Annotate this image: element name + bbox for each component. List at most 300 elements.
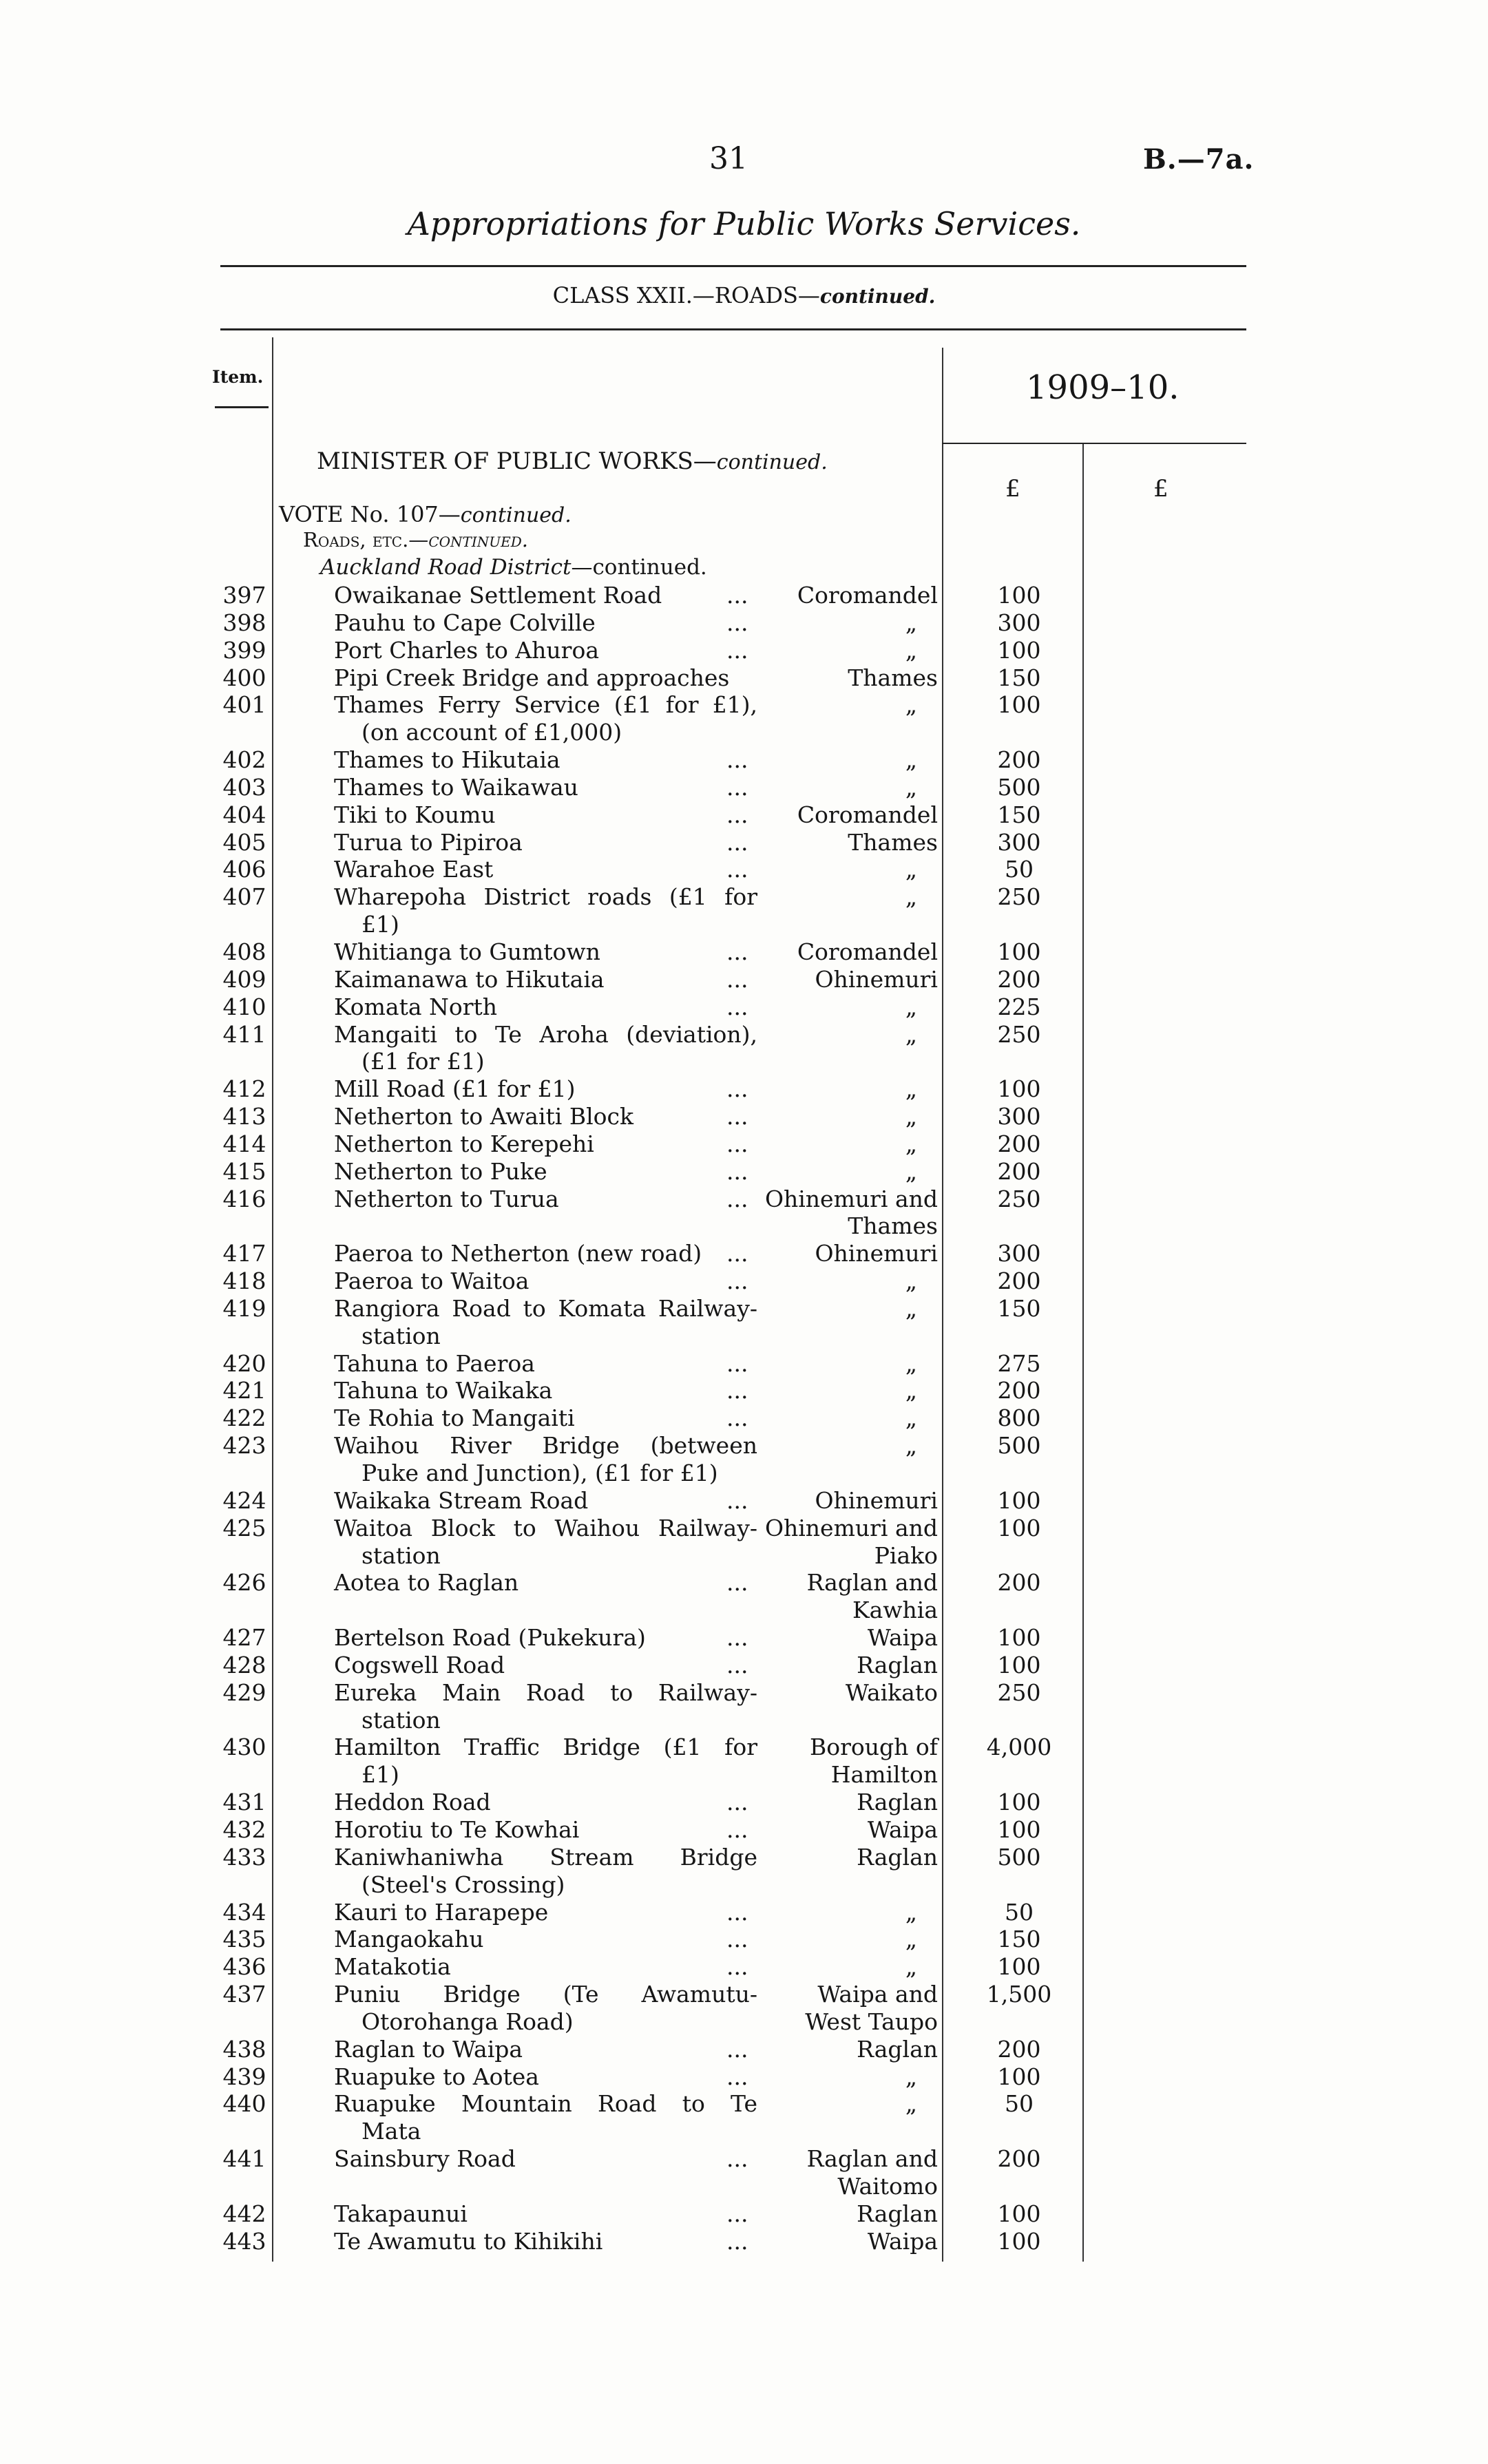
county-name bbox=[757, 1377, 938, 1404]
county-line: „ bbox=[905, 856, 917, 883]
leader-dots: ... bbox=[726, 1185, 748, 1212]
table-row bbox=[0, 1789, 1488, 1816]
table-row bbox=[0, 664, 1488, 692]
item-description bbox=[334, 1652, 757, 1679]
description-line: Port Charles to Ahuroa bbox=[334, 636, 599, 664]
leader-dots: ... bbox=[726, 1953, 748, 1981]
item-header-underline bbox=[215, 406, 269, 408]
amount: 100 bbox=[997, 636, 1041, 664]
amount: 100 bbox=[997, 1514, 1041, 1541]
item-number: 398 bbox=[222, 609, 266, 636]
table-row bbox=[0, 1624, 1488, 1652]
amount: 800 bbox=[997, 1404, 1041, 1432]
item-number: 422 bbox=[222, 1404, 266, 1432]
item-number: 415 bbox=[222, 1157, 266, 1185]
amount: 200 bbox=[997, 965, 1041, 993]
county-line: „ bbox=[905, 993, 917, 1020]
item-number: 414 bbox=[222, 1130, 266, 1157]
item-description bbox=[334, 1404, 757, 1432]
description-line: Puke and Junction), (£1 for £1) bbox=[361, 1460, 718, 1486]
county-line: „ bbox=[905, 2063, 917, 2090]
item-number: 429 bbox=[222, 1678, 266, 1706]
amount: 200 bbox=[997, 1377, 1041, 1404]
item-description bbox=[334, 1186, 757, 1213]
item-number: 436 bbox=[222, 1953, 266, 1981]
amount: 200 bbox=[997, 2035, 1041, 2063]
item-description bbox=[334, 774, 757, 801]
item-number: 418 bbox=[222, 1267, 266, 1295]
table-row bbox=[0, 1844, 1488, 1899]
county-line: „ bbox=[905, 1267, 917, 1295]
item-description bbox=[334, 746, 757, 774]
page-title: Appropriations for Public Works Services. bbox=[407, 205, 1081, 242]
amount: 300 bbox=[997, 1240, 1041, 1267]
amount: 250 bbox=[997, 1678, 1041, 1706]
description-line: Netherton to Turua bbox=[334, 1185, 559, 1212]
county-name bbox=[757, 1487, 938, 1515]
leader-dots: ... bbox=[726, 1157, 748, 1185]
description-line: Otorohanga Road) bbox=[361, 2008, 574, 2035]
county-line: Coromandel bbox=[797, 582, 938, 609]
table-row bbox=[0, 1569, 1488, 1624]
county-line: Waitomo bbox=[837, 2172, 938, 2200]
table-row bbox=[0, 1652, 1488, 1679]
item-description bbox=[334, 2063, 757, 2091]
table-row bbox=[0, 1377, 1488, 1404]
amount: 225 bbox=[997, 993, 1041, 1020]
currency-symbol-1: £ bbox=[1005, 475, 1020, 503]
description-line: Bertelson Road (Pukekura) bbox=[334, 1624, 646, 1652]
county-line: „ bbox=[905, 1377, 917, 1404]
description-line: Komata North bbox=[334, 993, 498, 1020]
county-name bbox=[757, 966, 938, 993]
amount: 100 bbox=[997, 1789, 1041, 1816]
appropriation-table-body bbox=[0, 582, 1488, 2255]
item-number: 417 bbox=[222, 1240, 266, 1267]
item-description bbox=[334, 856, 757, 883]
amount: 200 bbox=[997, 1267, 1041, 1295]
item-description bbox=[334, 993, 757, 1021]
county-line: „ bbox=[905, 1294, 917, 1322]
item-number: 442 bbox=[222, 2200, 266, 2227]
description-line: Waikaka Stream Road bbox=[334, 1486, 589, 1514]
county-name bbox=[757, 2063, 938, 2091]
table-row bbox=[0, 2036, 1488, 2063]
item-number: 404 bbox=[222, 801, 266, 828]
county-line: Coromandel bbox=[797, 938, 938, 965]
county-line: „ bbox=[905, 1103, 917, 1130]
description-line: Kauri to Harapepe bbox=[334, 1898, 549, 1926]
amount: 50 bbox=[1005, 1898, 1034, 1926]
county-name bbox=[757, 801, 938, 829]
county-line: „ bbox=[905, 1432, 917, 1460]
county-line: Ohinemuri and bbox=[764, 1514, 938, 1541]
description-line: (£1 for £1) bbox=[361, 1048, 485, 1075]
description-line: Te Awamutu to Kihikihi bbox=[334, 2227, 603, 2255]
amount: 200 bbox=[997, 2145, 1041, 2173]
leader-dots: ... bbox=[726, 1926, 748, 1953]
description-line: Sainsbury Road bbox=[334, 2145, 516, 2173]
item-description bbox=[334, 883, 757, 938]
item-description bbox=[334, 1295, 757, 1350]
item-description bbox=[334, 1844, 757, 1899]
county-line: „ bbox=[905, 773, 917, 801]
table-row bbox=[0, 582, 1488, 609]
description-line: Wharepoha District roads (£1 for bbox=[334, 883, 757, 911]
table-row bbox=[0, 856, 1488, 883]
item-description bbox=[334, 2090, 757, 2145]
amount: 100 bbox=[997, 1624, 1041, 1652]
county-name bbox=[757, 2145, 938, 2200]
leader-dots: ... bbox=[726, 773, 748, 801]
county-name bbox=[757, 1515, 938, 1570]
item-description bbox=[334, 1624, 757, 1652]
item-description bbox=[334, 637, 757, 664]
item-number: 435 bbox=[222, 1926, 266, 1953]
description-line: Waihou River Bridge (between bbox=[334, 1432, 757, 1460]
county-line: West Taupo bbox=[805, 2008, 938, 2035]
class-title: CLASS XXII.—ROADS—continued. bbox=[552, 282, 936, 308]
county-line: Raglan and bbox=[806, 1569, 938, 1597]
amount: 300 bbox=[997, 1103, 1041, 1130]
county-name bbox=[757, 993, 938, 1021]
county-name bbox=[757, 1816, 938, 1844]
table-row bbox=[0, 1899, 1488, 1926]
item-description bbox=[334, 2036, 757, 2063]
county-name bbox=[757, 1267, 938, 1295]
description-line: Mata bbox=[361, 2118, 421, 2145]
description-line: Mangaokahu bbox=[334, 1926, 484, 1953]
county-line: „ bbox=[905, 2090, 917, 2118]
county-name bbox=[757, 2090, 938, 2118]
county-line: Raglan bbox=[857, 1651, 938, 1678]
leader-dots: ... bbox=[726, 856, 748, 883]
leader-dots: ... bbox=[726, 1240, 748, 1267]
amount: 100 bbox=[997, 2227, 1041, 2255]
item-number: 420 bbox=[222, 1349, 266, 1377]
table-row bbox=[0, 609, 1488, 637]
item-number: 405 bbox=[222, 828, 266, 856]
table-row bbox=[0, 883, 1488, 938]
document-code: B.—7a. bbox=[1143, 143, 1255, 176]
county-name bbox=[757, 938, 938, 966]
item-number: 406 bbox=[222, 856, 266, 883]
item-number: 426 bbox=[222, 1569, 266, 1597]
leader-dots: ... bbox=[726, 1815, 748, 1843]
item-description bbox=[334, 1432, 757, 1487]
county-line: „ bbox=[905, 1926, 917, 1953]
item-description bbox=[334, 938, 757, 966]
table-row bbox=[0, 1679, 1488, 1734]
county-name bbox=[757, 664, 938, 692]
county-name bbox=[757, 1981, 938, 2036]
item-number: 410 bbox=[222, 993, 266, 1020]
description-line: Ruapuke Mountain Road to Te bbox=[334, 2090, 757, 2118]
description-line: Mill Road (£1 for £1) bbox=[334, 1075, 576, 1103]
amount: 150 bbox=[997, 1294, 1041, 1322]
item-description bbox=[334, 1953, 757, 1981]
table-row bbox=[0, 1515, 1488, 1570]
item-description bbox=[334, 1377, 757, 1404]
item-number: 411 bbox=[222, 1020, 266, 1048]
leader-dots: ... bbox=[726, 993, 748, 1020]
county-name bbox=[757, 1432, 938, 1460]
county-name bbox=[757, 691, 938, 719]
description-line: Tiki to Koumu bbox=[334, 801, 496, 828]
item-description bbox=[334, 1981, 757, 2036]
table-row bbox=[0, 2090, 1488, 2145]
description-line: Thames to Hikutaia bbox=[334, 746, 560, 774]
table-row bbox=[0, 2145, 1488, 2200]
county-name bbox=[757, 1679, 938, 1707]
description-line: Tahuna to Waikaka bbox=[334, 1377, 553, 1404]
county-line: „ bbox=[905, 1404, 917, 1432]
description-line: Owaikanae Settlement Road bbox=[334, 582, 662, 609]
description-line: Eureka Main Road to Railway- bbox=[334, 1678, 757, 1706]
county-line: Thames bbox=[848, 828, 938, 856]
leader-dots: ... bbox=[726, 746, 748, 774]
county-line: Thames bbox=[848, 1212, 938, 1240]
county-line: „ bbox=[905, 746, 917, 774]
item-number: 440 bbox=[222, 2090, 266, 2118]
description-line: Pipi Creek Bridge and approaches bbox=[334, 664, 730, 691]
item-number: 399 bbox=[222, 636, 266, 664]
amount: 150 bbox=[997, 1926, 1041, 1953]
amount: 200 bbox=[997, 746, 1041, 774]
minister-heading: MINISTER OF PUBLIC WORKS—continued. bbox=[317, 447, 828, 475]
leader-dots: ... bbox=[726, 1349, 748, 1377]
description-line: Horotiu to Te Kowhai bbox=[334, 1815, 580, 1843]
table-row bbox=[0, 801, 1488, 829]
item-number: 437 bbox=[222, 1981, 266, 2008]
leader-dots: ... bbox=[726, 938, 748, 965]
leader-dots: ... bbox=[726, 1898, 748, 1926]
county-name bbox=[757, 1240, 938, 1267]
county-name bbox=[757, 1953, 938, 1981]
description-line: Netherton to Kerepehi bbox=[334, 1130, 594, 1157]
item-number: 408 bbox=[222, 938, 266, 965]
item-number: 413 bbox=[222, 1103, 266, 1130]
leader-dots: ... bbox=[726, 1130, 748, 1157]
county-line: Raglan bbox=[857, 1789, 938, 1816]
item-description bbox=[334, 1130, 757, 1158]
item-number: 433 bbox=[222, 1843, 266, 1871]
county-name bbox=[757, 746, 938, 774]
page-number: 31 bbox=[709, 141, 748, 176]
item-number: 432 bbox=[222, 1815, 266, 1843]
county-line: „ bbox=[905, 636, 917, 664]
amount: 100 bbox=[997, 2063, 1041, 2090]
year-rule bbox=[942, 443, 1246, 444]
amount: 50 bbox=[1005, 856, 1034, 883]
county-line: Ohinemuri bbox=[815, 1240, 938, 1267]
item-description bbox=[334, 1926, 757, 1953]
table-row bbox=[0, 829, 1488, 856]
description-line: station bbox=[361, 1706, 441, 1734]
item-number: 409 bbox=[222, 965, 266, 993]
amount: 275 bbox=[997, 1349, 1041, 1377]
item-number: 441 bbox=[222, 2145, 266, 2173]
county-name bbox=[757, 1404, 938, 1432]
leader-dots: ... bbox=[726, 1267, 748, 1295]
county-line: Waipa and bbox=[817, 1981, 938, 2008]
county-name bbox=[757, 1295, 938, 1323]
county-line: „ bbox=[905, 1953, 917, 1981]
amount: 200 bbox=[997, 1157, 1041, 1185]
amount: 100 bbox=[997, 1815, 1041, 1843]
description-line: Paeroa to Waitoa bbox=[334, 1267, 530, 1295]
county-name bbox=[757, 883, 938, 911]
county-name bbox=[757, 1652, 938, 1679]
county-line: „ bbox=[905, 691, 917, 719]
county-name bbox=[757, 1130, 938, 1158]
item-description bbox=[334, 1789, 757, 1816]
year-header: 1909–10. bbox=[1026, 368, 1180, 407]
table-row bbox=[0, 1186, 1488, 1241]
amount: 300 bbox=[997, 828, 1041, 856]
table-row bbox=[0, 966, 1488, 993]
item-description bbox=[334, 2228, 757, 2255]
amount: 100 bbox=[997, 1651, 1041, 1678]
description-line: Raglan to Waipa bbox=[334, 2035, 523, 2063]
item-description bbox=[334, 582, 757, 609]
leader-dots: ... bbox=[726, 2200, 748, 2227]
leader-dots: ... bbox=[726, 828, 748, 856]
description-line: Netherton to Awaiti Block bbox=[334, 1103, 633, 1130]
leader-dots: ... bbox=[726, 2035, 748, 2063]
title-rule bbox=[220, 265, 1246, 267]
county-name bbox=[757, 2228, 938, 2255]
class-rule bbox=[220, 328, 1246, 330]
amount: 300 bbox=[997, 609, 1041, 636]
county-line: Piako bbox=[874, 1541, 938, 1569]
description-line: Matakotia bbox=[334, 1953, 451, 1981]
item-description bbox=[334, 1240, 757, 1267]
description-line: station bbox=[361, 1322, 441, 1349]
leader-dots: ... bbox=[726, 2063, 748, 2090]
description-line: Te Rohia to Mangaiti bbox=[334, 1404, 575, 1432]
description-line: (on account of £1,000) bbox=[361, 719, 622, 746]
district-heading: Auckland Road District—continued. bbox=[320, 555, 707, 580]
amount: 4,000 bbox=[986, 1734, 1052, 1761]
item-description bbox=[334, 829, 757, 856]
amount: 100 bbox=[997, 1953, 1041, 1981]
table-row bbox=[0, 938, 1488, 966]
description-line: station bbox=[361, 1541, 441, 1569]
description-line: Paeroa to Netherton (new road) bbox=[334, 1240, 702, 1267]
county-name bbox=[757, 1158, 938, 1186]
amount: 100 bbox=[997, 1486, 1041, 1514]
table-row bbox=[0, 1103, 1488, 1130]
table-row bbox=[0, 746, 1488, 774]
table-row bbox=[0, 1267, 1488, 1295]
item-description bbox=[334, 1734, 757, 1789]
county-line: Raglan bbox=[857, 2035, 938, 2063]
leader-dots: ... bbox=[726, 2227, 748, 2255]
county-name bbox=[757, 856, 938, 883]
description-line: Warahoe East bbox=[334, 856, 494, 883]
item-description bbox=[334, 966, 757, 993]
description-line: Kaniwhaniwha Stream Bridge bbox=[334, 1843, 757, 1871]
description-line: Whitianga to Gumtown bbox=[334, 938, 600, 965]
item-number: 439 bbox=[222, 2063, 266, 2090]
description-line: £1) bbox=[361, 911, 399, 938]
amount: 100 bbox=[997, 938, 1041, 965]
county-name bbox=[757, 1624, 938, 1652]
county-line: Raglan bbox=[857, 1843, 938, 1871]
county-name bbox=[757, 1899, 938, 1926]
county-name bbox=[757, 1569, 938, 1624]
amount: 100 bbox=[997, 2200, 1041, 2227]
county-line: Ohinemuri bbox=[815, 965, 938, 993]
item-number: 430 bbox=[222, 1734, 266, 1761]
county-name bbox=[757, 829, 938, 856]
description-line: Aotea to Raglan bbox=[334, 1569, 519, 1597]
item-description bbox=[334, 801, 757, 829]
item-description bbox=[334, 1487, 757, 1515]
description-line: Turua to Pipiroa bbox=[334, 828, 523, 856]
county-line: Raglan bbox=[857, 2200, 938, 2227]
amount: 500 bbox=[997, 1432, 1041, 1460]
leader-dots: ... bbox=[726, 1789, 748, 1816]
amount: 250 bbox=[997, 1020, 1041, 1048]
leader-dots: ... bbox=[726, 609, 748, 636]
amount: 200 bbox=[997, 1569, 1041, 1597]
table-row bbox=[0, 1158, 1488, 1186]
leader-dots: ... bbox=[726, 1075, 748, 1103]
county-line: Ohinemuri and bbox=[764, 1185, 938, 1212]
amount: 1,500 bbox=[986, 1981, 1052, 2008]
table-row bbox=[0, 1816, 1488, 1844]
leader-dots: ... bbox=[726, 636, 748, 664]
item-number: 438 bbox=[222, 2035, 266, 2063]
leader-dots: ... bbox=[726, 1651, 748, 1678]
amount: 150 bbox=[997, 801, 1041, 828]
vote-heading: VOTE No. 107—continued. bbox=[279, 501, 572, 527]
description-line: Cogswell Road bbox=[334, 1651, 505, 1678]
description-line: Puniu Bridge (Te Awamutu- bbox=[334, 1981, 757, 2008]
item-number: 424 bbox=[222, 1486, 266, 1514]
amount: 250 bbox=[997, 883, 1041, 911]
leader-dots: ... bbox=[726, 1486, 748, 1514]
item-number: 401 bbox=[222, 691, 266, 719]
table-row bbox=[0, 1953, 1488, 1981]
description-line: Heddon Road bbox=[334, 1789, 491, 1816]
table-row bbox=[0, 1734, 1488, 1789]
description-line: Netherton to Puke bbox=[334, 1157, 547, 1185]
table-row bbox=[0, 2228, 1488, 2255]
county-name bbox=[757, 1103, 938, 1130]
county-line: Borough of bbox=[810, 1734, 938, 1761]
county-name bbox=[757, 582, 938, 609]
county-name bbox=[757, 1926, 938, 1953]
table-row bbox=[0, 1350, 1488, 1378]
county-line: „ bbox=[905, 1020, 917, 1048]
county-line: Thames bbox=[848, 664, 938, 691]
item-description bbox=[334, 1679, 757, 1734]
table-row bbox=[0, 1487, 1488, 1515]
table-row bbox=[0, 1075, 1488, 1103]
table-row bbox=[0, 1130, 1488, 1158]
item-description bbox=[334, 691, 757, 746]
item-number: 402 bbox=[222, 746, 266, 774]
table-row bbox=[0, 774, 1488, 801]
county-line: „ bbox=[905, 1075, 917, 1103]
county-name bbox=[757, 1021, 938, 1049]
item-description bbox=[334, 1515, 757, 1570]
county-line: „ bbox=[905, 1898, 917, 1926]
amount: 250 bbox=[997, 1185, 1041, 1212]
